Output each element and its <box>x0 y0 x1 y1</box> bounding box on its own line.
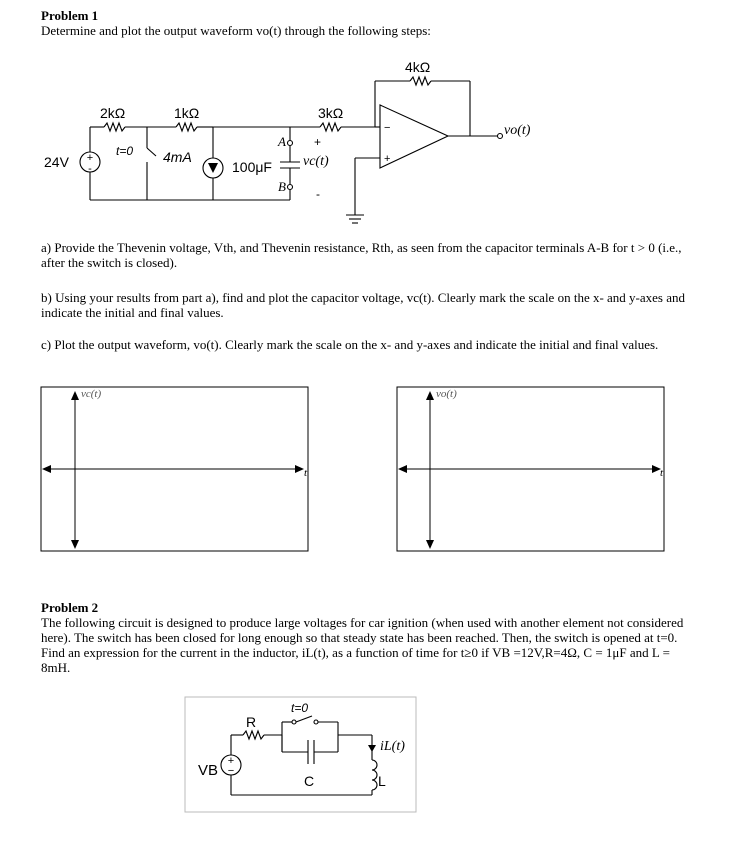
label-100uf: 100μF <box>232 159 272 175</box>
il-arrow <box>368 745 376 752</box>
svg-text:−: − <box>227 765 235 777</box>
part-a-text: a) Provide the Thevenin voltage, Vth, and Thevenin resistance, Rth, as seen from the capacitor terminals A-B for t > 0 (i.e., after the switch is closed). <box>41 240 682 270</box>
label-vc: vc(t) <box>303 154 329 169</box>
resistor-r <box>243 731 264 739</box>
svg-text:−: − <box>384 122 391 134</box>
label-c: C <box>304 773 315 789</box>
plot-boxes <box>0 380 744 560</box>
resistor-2k <box>104 123 125 131</box>
plot-right-ylabel: vo(t) <box>436 388 457 400</box>
label-switch-2: t=0 <box>291 701 309 715</box>
part-b-text: b) Using your results from part a), find and plot the capacitor voltage, vc(t). Clearly mark the scale on the x- and y-axes and indicate the initial and final values. <box>41 290 686 320</box>
label-1k: 1kΩ <box>174 105 200 121</box>
problem2-text: The following circuit is designed to produce large voltages for car ignition (when used with another element not considered here). The switch has been closed for long enough so that steady state has been reached. Then, the switch is opened at t=0. Find an expression for the current in the inductor, iL(t), as a function of time for t≥0 if VB =12V,R=4Ω, C = 1μF and L = 8mH. <box>41 615 684 675</box>
resistor-4k <box>410 77 431 85</box>
label-il: iL(t) <box>380 739 405 754</box>
part-c-text: c) Plot the output waveform, vo(t). Clearly mark the scale on the x- and y-axes and indicate the initial and final values. <box>41 337 659 352</box>
label-l: L <box>378 773 386 789</box>
plot-left-ylabel: vc(t) <box>81 388 102 400</box>
circuit-2-diagram <box>0 690 744 820</box>
resistor-3k <box>320 123 341 131</box>
label-2k: 2kΩ <box>100 105 126 121</box>
circuit-1-diagram <box>0 40 744 270</box>
problem2-heading: Problem 2 <box>41 600 99 615</box>
label-vo: vo(t) <box>504 123 531 138</box>
label-4k: 4kΩ <box>405 59 431 75</box>
svg-text:+: + <box>227 755 235 767</box>
svg-text:+: + <box>86 152 94 164</box>
switch-2 <box>296 716 312 722</box>
node-b: B <box>278 179 286 194</box>
problem1-heading: Problem 1 <box>41 8 99 23</box>
plot-right-xlabel: t <box>660 467 664 479</box>
svg-text:-: - <box>88 163 92 175</box>
plot-left-xlabel: t <box>304 467 308 479</box>
switch-1 <box>147 148 156 156</box>
label-4ma: 4mA <box>163 149 192 165</box>
label-r: R <box>246 714 257 730</box>
svg-text:-: - <box>316 187 320 201</box>
problem1-intro: Determine and plot the output waveform vo(t) through the following steps: <box>41 23 431 38</box>
node-a: A <box>278 134 286 149</box>
inductor-l <box>372 760 377 790</box>
resistor-1k <box>176 123 197 131</box>
label-switch: t=0 <box>116 144 134 158</box>
svg-text:+: + <box>314 135 322 149</box>
svg-text:+: + <box>384 153 391 165</box>
label-3k: 3kΩ <box>318 105 344 121</box>
label-24v: 24V <box>44 154 69 170</box>
label-vb: VB <box>198 762 219 779</box>
